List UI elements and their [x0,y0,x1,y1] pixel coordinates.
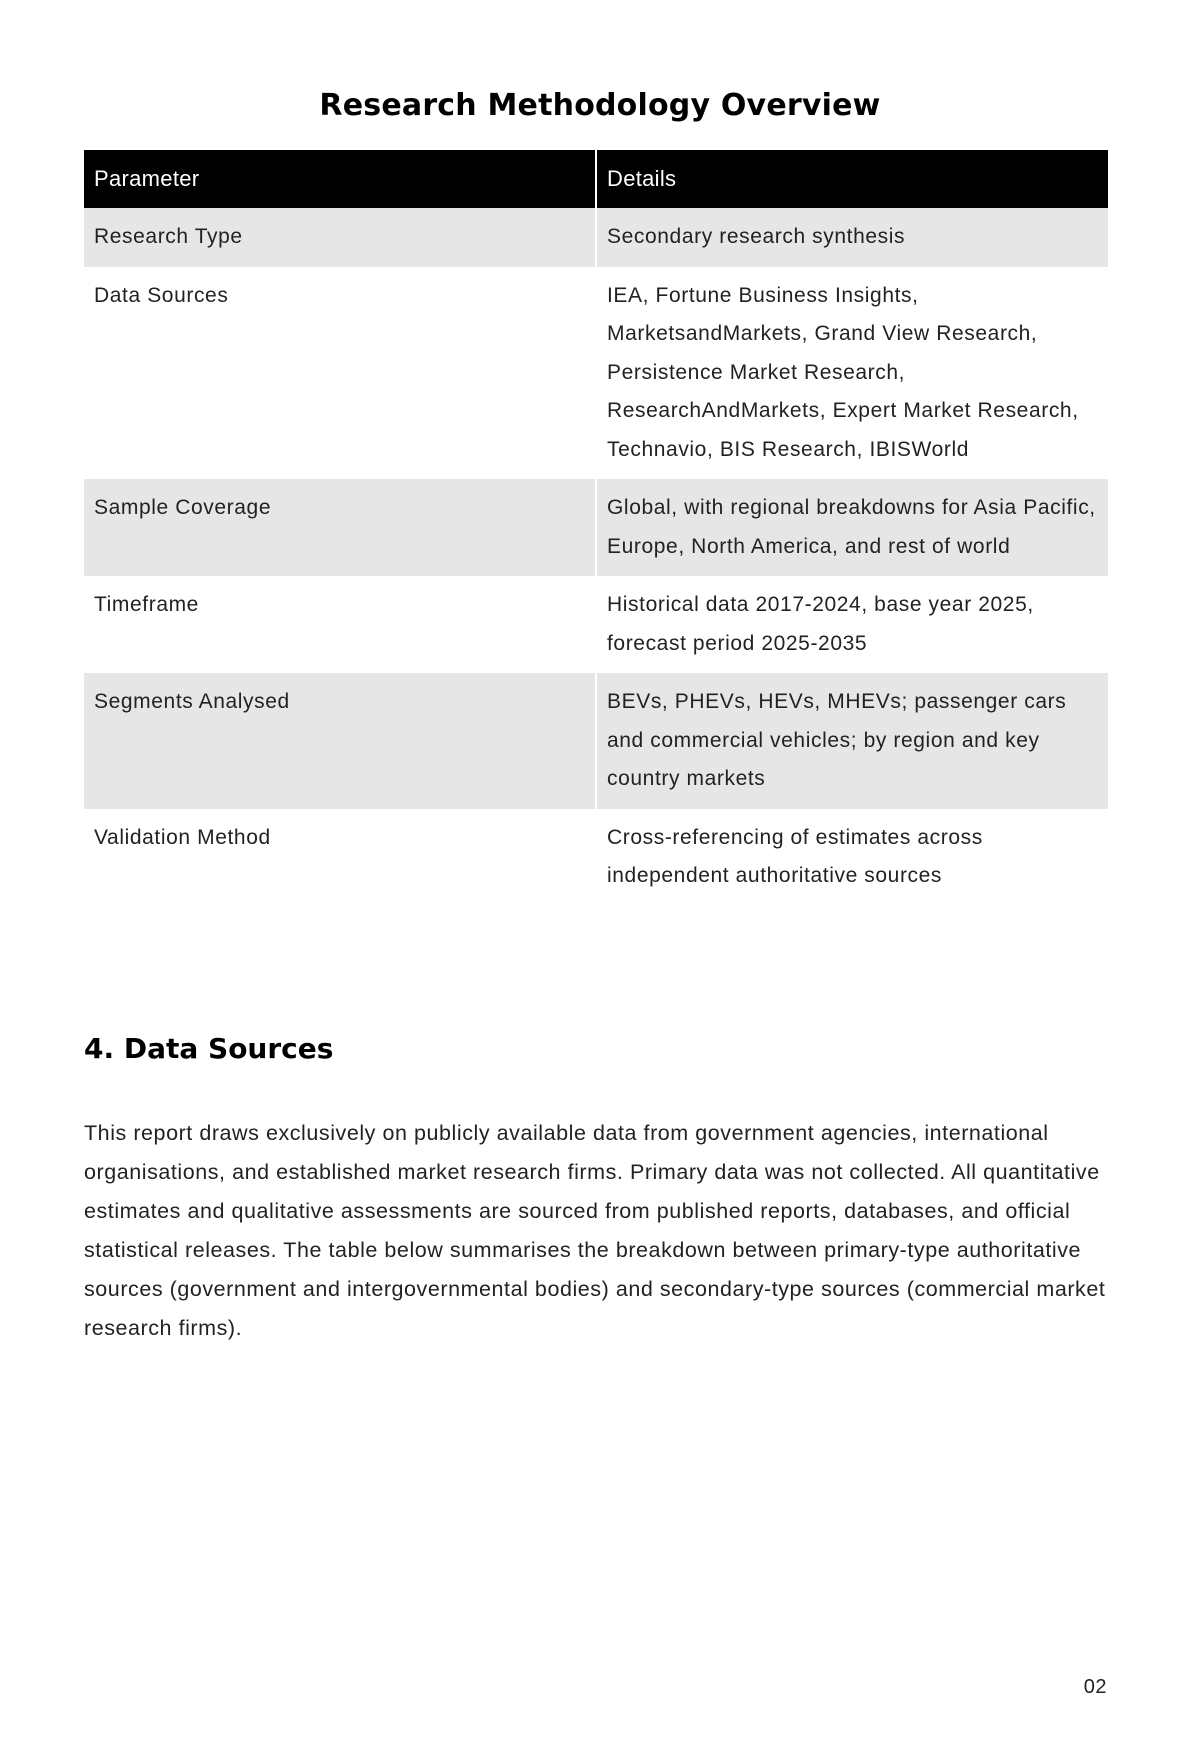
parameter-cell: Data Sources [84,267,596,480]
page-number: 02 [1083,1676,1107,1698]
section-heading: 4. Data Sources [84,1032,334,1065]
page-title: Research Methodology Overview [319,88,881,123]
parameter-cell: Validation Method [84,809,596,906]
details-cell: Historical data 2017-2024, base year 2025, forecast period 2025-2035 [596,576,1108,673]
table-row [84,809,1108,906]
table-row [84,673,1108,809]
parameter-cell: Sample Coverage [84,479,596,576]
parameter-cell: Timeframe [84,576,596,673]
parameter-cell: Segments Analysed [84,673,596,809]
details-cell: Secondary research synthesis [596,208,1108,267]
table-row [84,576,1108,673]
parameter-cell: Research Type [84,208,596,267]
details-cell: Cross-referencing of estimates across independent authoritative sources [596,809,1108,906]
details-cell: BEVs, PHEVs, HEVs, MHEVs; passenger cars and commercial vehicles; by region and key country markets [596,673,1108,809]
column-header-details: Details [596,150,1108,208]
section-paragraph: This report draws exclusively on publicly available data from government agencies, international organisations, and established market research firms. Primary data was not collected. All quantitative estimates and qualitative assessments are sourced from published reports, databases, and official statistical releases. The table below summarises the breakdown between primary-type authoritative sources (government and intergovernmental bodies) and secondary-type sources (commercial market research firms). [84,1121,1106,1340]
details-cell: IEA, Fortune Business Insights, MarketsandMarkets, Grand View Research, Persistence Market Research, ResearchAndMarkets, Expert Market Research, Technavio, BIS Research, IBISWorld [596,267,1108,480]
methodology-table [84,150,1108,906]
table-header-row [84,150,1108,208]
column-header-parameter: Parameter [84,150,596,208]
table-row [84,267,1108,480]
table-row [84,208,1108,267]
details-cell: Global, with regional breakdowns for Asia Pacific, Europe, North America, and rest of world [596,479,1108,576]
table-row [84,479,1108,576]
